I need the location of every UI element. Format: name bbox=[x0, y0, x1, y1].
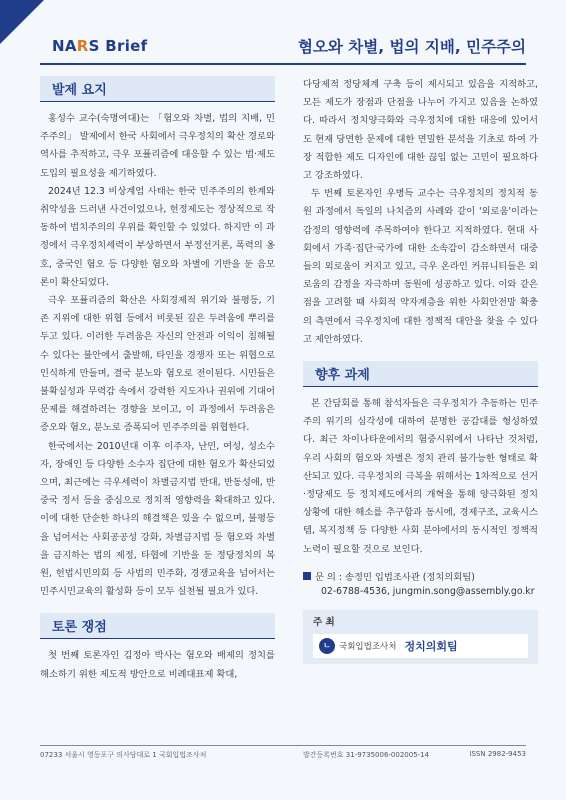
organizer-row bbox=[313, 634, 528, 658]
paragraph: 극우 포퓰리즘의 확산은 사회경제적 위기와 불평등, 기존 지위에 대한 위협 등에서 비롯된 깊은 두려움에 뿌리를 두고 있다. 이러한 두려움은 자신의 안전과 이익이 침해될 수 있다는 불안에서 출발해, 타인을 경쟁자 또는 위협으로 인식하게 만들며, 결국 분노와 혐오로 전이된다. 시민들은 불확실성과 무력감 속에서 강력한 지도자나 권위에 기대어 문제를 해결하려는 경향을 보이고, 이 과정에서 두려움은 증오와 혐오, 분노로 증폭되어 민주주의를 위협한다. bbox=[40, 295, 275, 434]
right-column bbox=[303, 76, 538, 664]
footer-divider bbox=[40, 745, 526, 746]
page-title: 혐오와 차별, 법의 지배, 민주주의 bbox=[297, 38, 526, 56]
footer-registration: 발간등록번호 31-9735006-002005-14 bbox=[303, 751, 430, 759]
paragraph: 본 간담회를 통해 참석자들은 극우정치가 추동하는 민주주의 위기의 심각성에 대하여 분명한 공감대를 형성하였다. 최근 차이나타운에서의 혐중시위에서 나타난 것처럼, 우리 사회의 혐오와 차별은 정치 관리 불가능한 형태로 확산되고 있다. 극우정치의 극복을 위해서는 1차적으로 선거·정당제도 등 정치제도에서의 개혁을 통해 양극화된 정치상황에 대한 해소를 추구함과 동시에, 경제구조, 교육시스템, 복지정책 등 다양한 사회 분야에서의 동시적인 정책적 노력이 필요할 것으로 보인다. bbox=[303, 398, 538, 555]
paragraph: 한국에서는 2010년대 이후 이주자, 난민, 여성, 성소수자, 장애인 등 다양한 소수자 집단에 대한 혐오가 확산되었으며, 최근에는 극우세력이 차별금지법 반대, 반동성애, 반중국 정서 등을 중심으로 정치적 영향력을 확대하고 있다. 이에 대한 단순한 하나의 해결책은 있을 수 없으며, 불평등을 넘어서는 사회공공성 강화, 차별금지법 등 혐오와 차별을 금지하는 법의 제정, 타협에 기반을 둔 정당정치의 복원, 헌법시민의회 등 사법의 민주화, 경쟁교육을 넘어서는 민주시민교육의 활성화 등이 모두 실천될 필요가 있다. bbox=[40, 440, 275, 598]
header-divider bbox=[40, 63, 526, 65]
bullet-square-icon bbox=[303, 572, 311, 580]
left-column bbox=[40, 76, 275, 684]
section-heading-discussion: 토론 쟁점 bbox=[40, 613, 275, 639]
footer-issn: ISSN 2982-9453 bbox=[469, 750, 526, 758]
nars-emblem-icon: ㄴ bbox=[319, 638, 335, 654]
paragraph: 첫 번째 토론자인 김정아 박사는 혐오와 배제의 정치를 해소하기 위한 제도적 방안으로 비례대표제 확대, bbox=[40, 650, 275, 680]
section-heading-summary: 발제 요지 bbox=[40, 76, 275, 102]
nars-brief-logo: NARS Brief bbox=[52, 37, 148, 55]
organizer-box bbox=[303, 610, 538, 664]
paragraph: 두 번째 토론자인 우병득 교수는 극우정치의 정치적 동원 과정에서 독일의 나치즘의 사례와 같이 '외로움'이라는 감정의 영향력에 주목하여야 한다고 지적하였다. 현대 사회에서 가족·집단·국가에 대한 소속감이 감소하면서 대중들의 외로움이 커지고 있고, 극우 온라인 커뮤니티들은 외로움의 감정을 자극하며 동원에 성공하고 있다. 이와 같은 점을 고려할 때 사회적 약자계층을 위한 사회안전망 확충의 측면에서 극우정치에 대한 정책적 대안을 찾을 수 있다고 제안하였다. bbox=[303, 188, 538, 345]
paragraph: 2024년 12.3 비상계엄 사태는 한국 민주주의의 한계와 취약성을 드러낸 사건이었으나, 헌정제도는 정상적으로 작동하여 법치주의의 우위를 확인할 수 있었다. 하지만 이 과정에서 극우정치세력이 부상하면서 부정선거론, 폭력의 옹호, 중국인 혐오 등 다양한 혐오와 차별에 기반을 둔 음모론이 확산되었다. bbox=[40, 185, 275, 288]
paragraph: 다당제적 정당체계 구축 등이 제시되고 있음을 지적하고, 모든 제도가 장점과 단점을 나누어 가지고 있음을 논하였다. 따라서 정치양극화와 극우정치에 대한 대응에 있어서도 현재 당면한 문제에 대한 면밀한 분석을 기초로 하여 가장 적합한 제도 디자인에 대한 끊임 없는 고민이 필요하다고 강조하였다. bbox=[303, 79, 538, 182]
organizer-team: 정치의회팀 bbox=[404, 639, 458, 653]
organizer-name: 국회입법조사처 bbox=[339, 641, 397, 652]
contact-info: 문 의 : 송정민 입법조사관 (정치의회팀) 02-6788-4536, jungmin.song@assembly.go.kr bbox=[303, 571, 538, 600]
paragraph: 홍성수 교수(숙명여대)는 「혐오와 차별, 법의 지배, 민주주의」 발제에서 한국 사회에서 극우정치의 확산 경로와 역사를 추적하고, 극우 포퓰리즘에 대응할 수 있는 법·제도 도입의 필요성을 제기하였다. bbox=[40, 113, 275, 179]
footer-address: 07233 서울시 영등포구 의사당대로 1 국회입법조사처 bbox=[40, 751, 207, 759]
contact-detail: 02-6788-4536, jungmin.song@assembly.go.kr bbox=[321, 586, 535, 598]
corner-decoration bbox=[0, 0, 44, 44]
organizer-label: 주 최 bbox=[313, 616, 335, 628]
section-heading-future-tasks: 향후 과제 bbox=[303, 361, 538, 387]
